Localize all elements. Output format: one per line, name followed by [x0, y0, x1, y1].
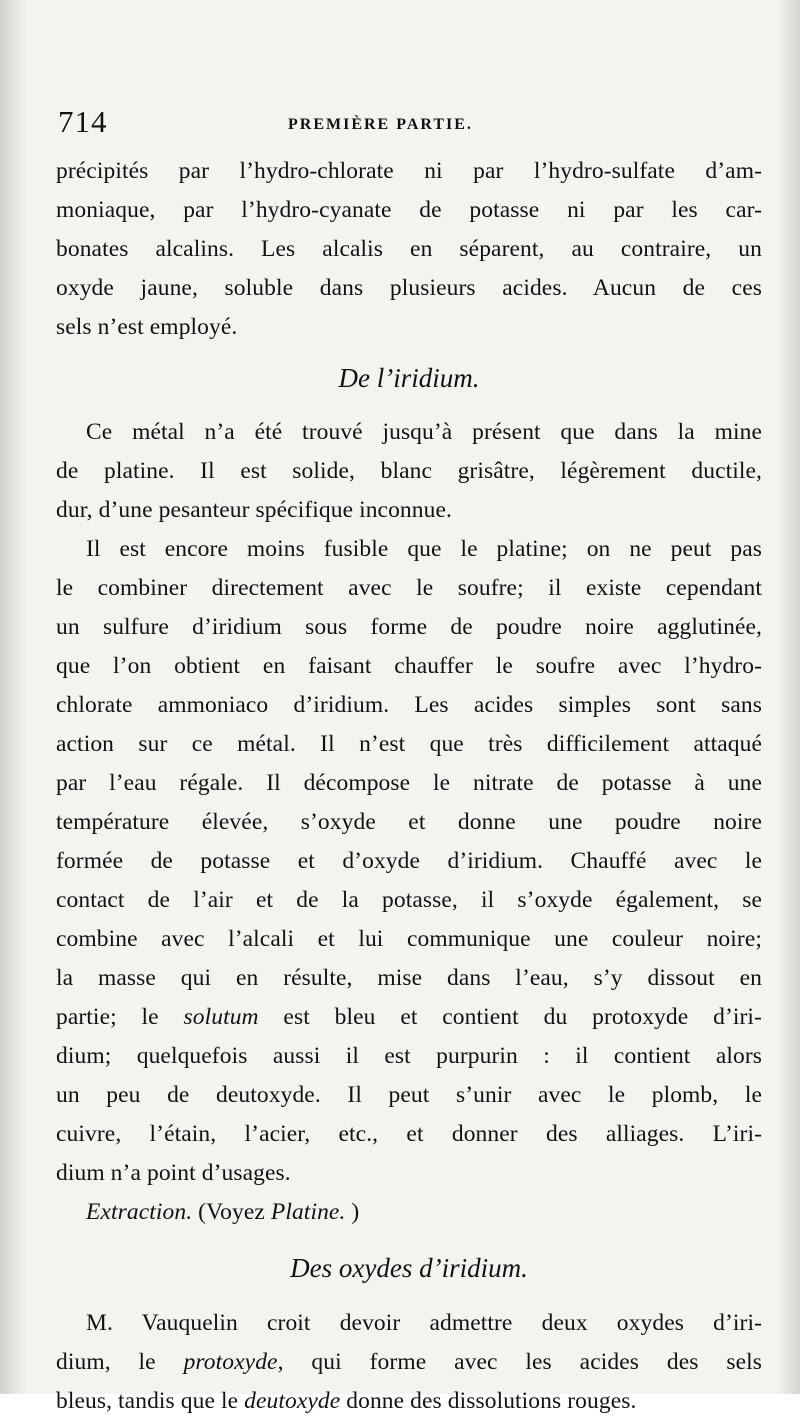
text-line: le combiner directement avec le soufre; il existe cependant	[56, 575, 762, 601]
spine-shadow	[0, 0, 28, 1394]
text-line: Il est encore moins fusible que le platine; on ne peut pas	[86, 536, 762, 562]
text-line: cuivre, l’étain, l’acier, etc., et donner des alliages. L’iri-	[56, 1121, 762, 1147]
cross-reference: Platine.	[270, 1199, 346, 1225]
text-fragment: est bleu et contient du protoxyde d’iri-	[258, 1004, 762, 1030]
running-head: PREMIÈRE PARTIE.	[288, 116, 473, 133]
text-line: la masse qui en résulte, mise dans l’eau, s’y dissout en	[56, 965, 762, 991]
text-line: combine avec l’alcali et lui communique une couleur noire;	[56, 926, 762, 952]
text-line: température élevée, s’oxyde et donne une poudre noire	[56, 809, 762, 835]
text-line: oxyde jaune, soluble dans plusieurs acides. Aucun de ces	[56, 275, 762, 301]
text-line: dium n’a point d’usages.	[56, 1160, 291, 1186]
text-fragment: (Voyez	[192, 1199, 271, 1225]
text-line: formée de potasse et d’oxyde d’iridium. Chauffé avec le	[56, 848, 762, 874]
section-heading-iridium: De l’iridium.	[338, 363, 480, 393]
text-line	[56, 1382, 762, 1421]
text-line: de platine. Il est solide, blanc grisâtre, légèrement ductile,	[56, 458, 762, 484]
text-line: par l’eau régale. Il décompose le nitrate de potasse à une	[56, 770, 762, 796]
page-number: 714	[58, 104, 108, 139]
text-fragment: partie; le	[56, 1004, 184, 1030]
text-line: sels n’est employé.	[56, 314, 238, 340]
text-line: action sur ce métal. Il n’est que très difficilement attaqué	[56, 731, 762, 757]
italic-term: solutum	[183, 1004, 259, 1030]
italic-term: deutoxyde	[244, 1388, 341, 1414]
text-line: précipités par l’hydro-chlorate ni par l’hydro-sulfate d’am-	[56, 158, 762, 184]
text-line: un sulfure d’iridium sous forme de poudre noire agglutinée,	[56, 614, 762, 640]
page-header	[58, 104, 758, 144]
text-line: chlorate ammoniaco d’iridium. Les acides simples sont sans	[56, 692, 762, 718]
extraction-label: Extraction.	[86, 1199, 193, 1225]
text-fragment: , qui forme avec les acides des sels	[277, 1349, 762, 1375]
text-line: contact de l’air et de la potasse, il s’oxyde également, se	[56, 887, 762, 913]
text-line: Ce métal n’a été trouvé jusqu’à présent que dans la mine	[86, 419, 762, 445]
text-fragment: bleus, tandis que le	[56, 1388, 245, 1414]
text-fragment: dium, le	[56, 1349, 184, 1375]
text-line: un peu de deutoxyde. Il peut s’unir avec le plomb, le	[56, 1082, 762, 1108]
text-line: dur, d’une pesanteur spécifique inconnue.	[56, 497, 452, 523]
text-line: M. Vauquelin croit devoir admettre deux oxydes d’iri-	[86, 1310, 762, 1336]
text-line: que l’on obtient en faisant chauffer le soufre avec l’hydro-	[56, 653, 762, 679]
page-text	[56, 152, 762, 1421]
section-heading-iridium-oxides: Des oxydes d’iridium.	[290, 1253, 528, 1283]
page-edge-shadow	[778, 0, 800, 1394]
italic-term: protoxyde	[183, 1349, 278, 1375]
text-line: dium; quelquefois aussi il est purpurin : il contient alors	[56, 1043, 762, 1069]
text-line: bonates alcalins. Les alcalis en séparent, au contraire, un	[56, 236, 762, 262]
text-line	[56, 998, 762, 1037]
text-fragment: donne des dissolutions rouges.	[340, 1388, 637, 1414]
text-fragment: )	[345, 1199, 360, 1225]
extraction-line	[56, 1193, 762, 1232]
text-line	[56, 1343, 762, 1382]
text-line: moniaque, par l’hydro-cyanate de potasse ni par les car-	[56, 197, 762, 223]
